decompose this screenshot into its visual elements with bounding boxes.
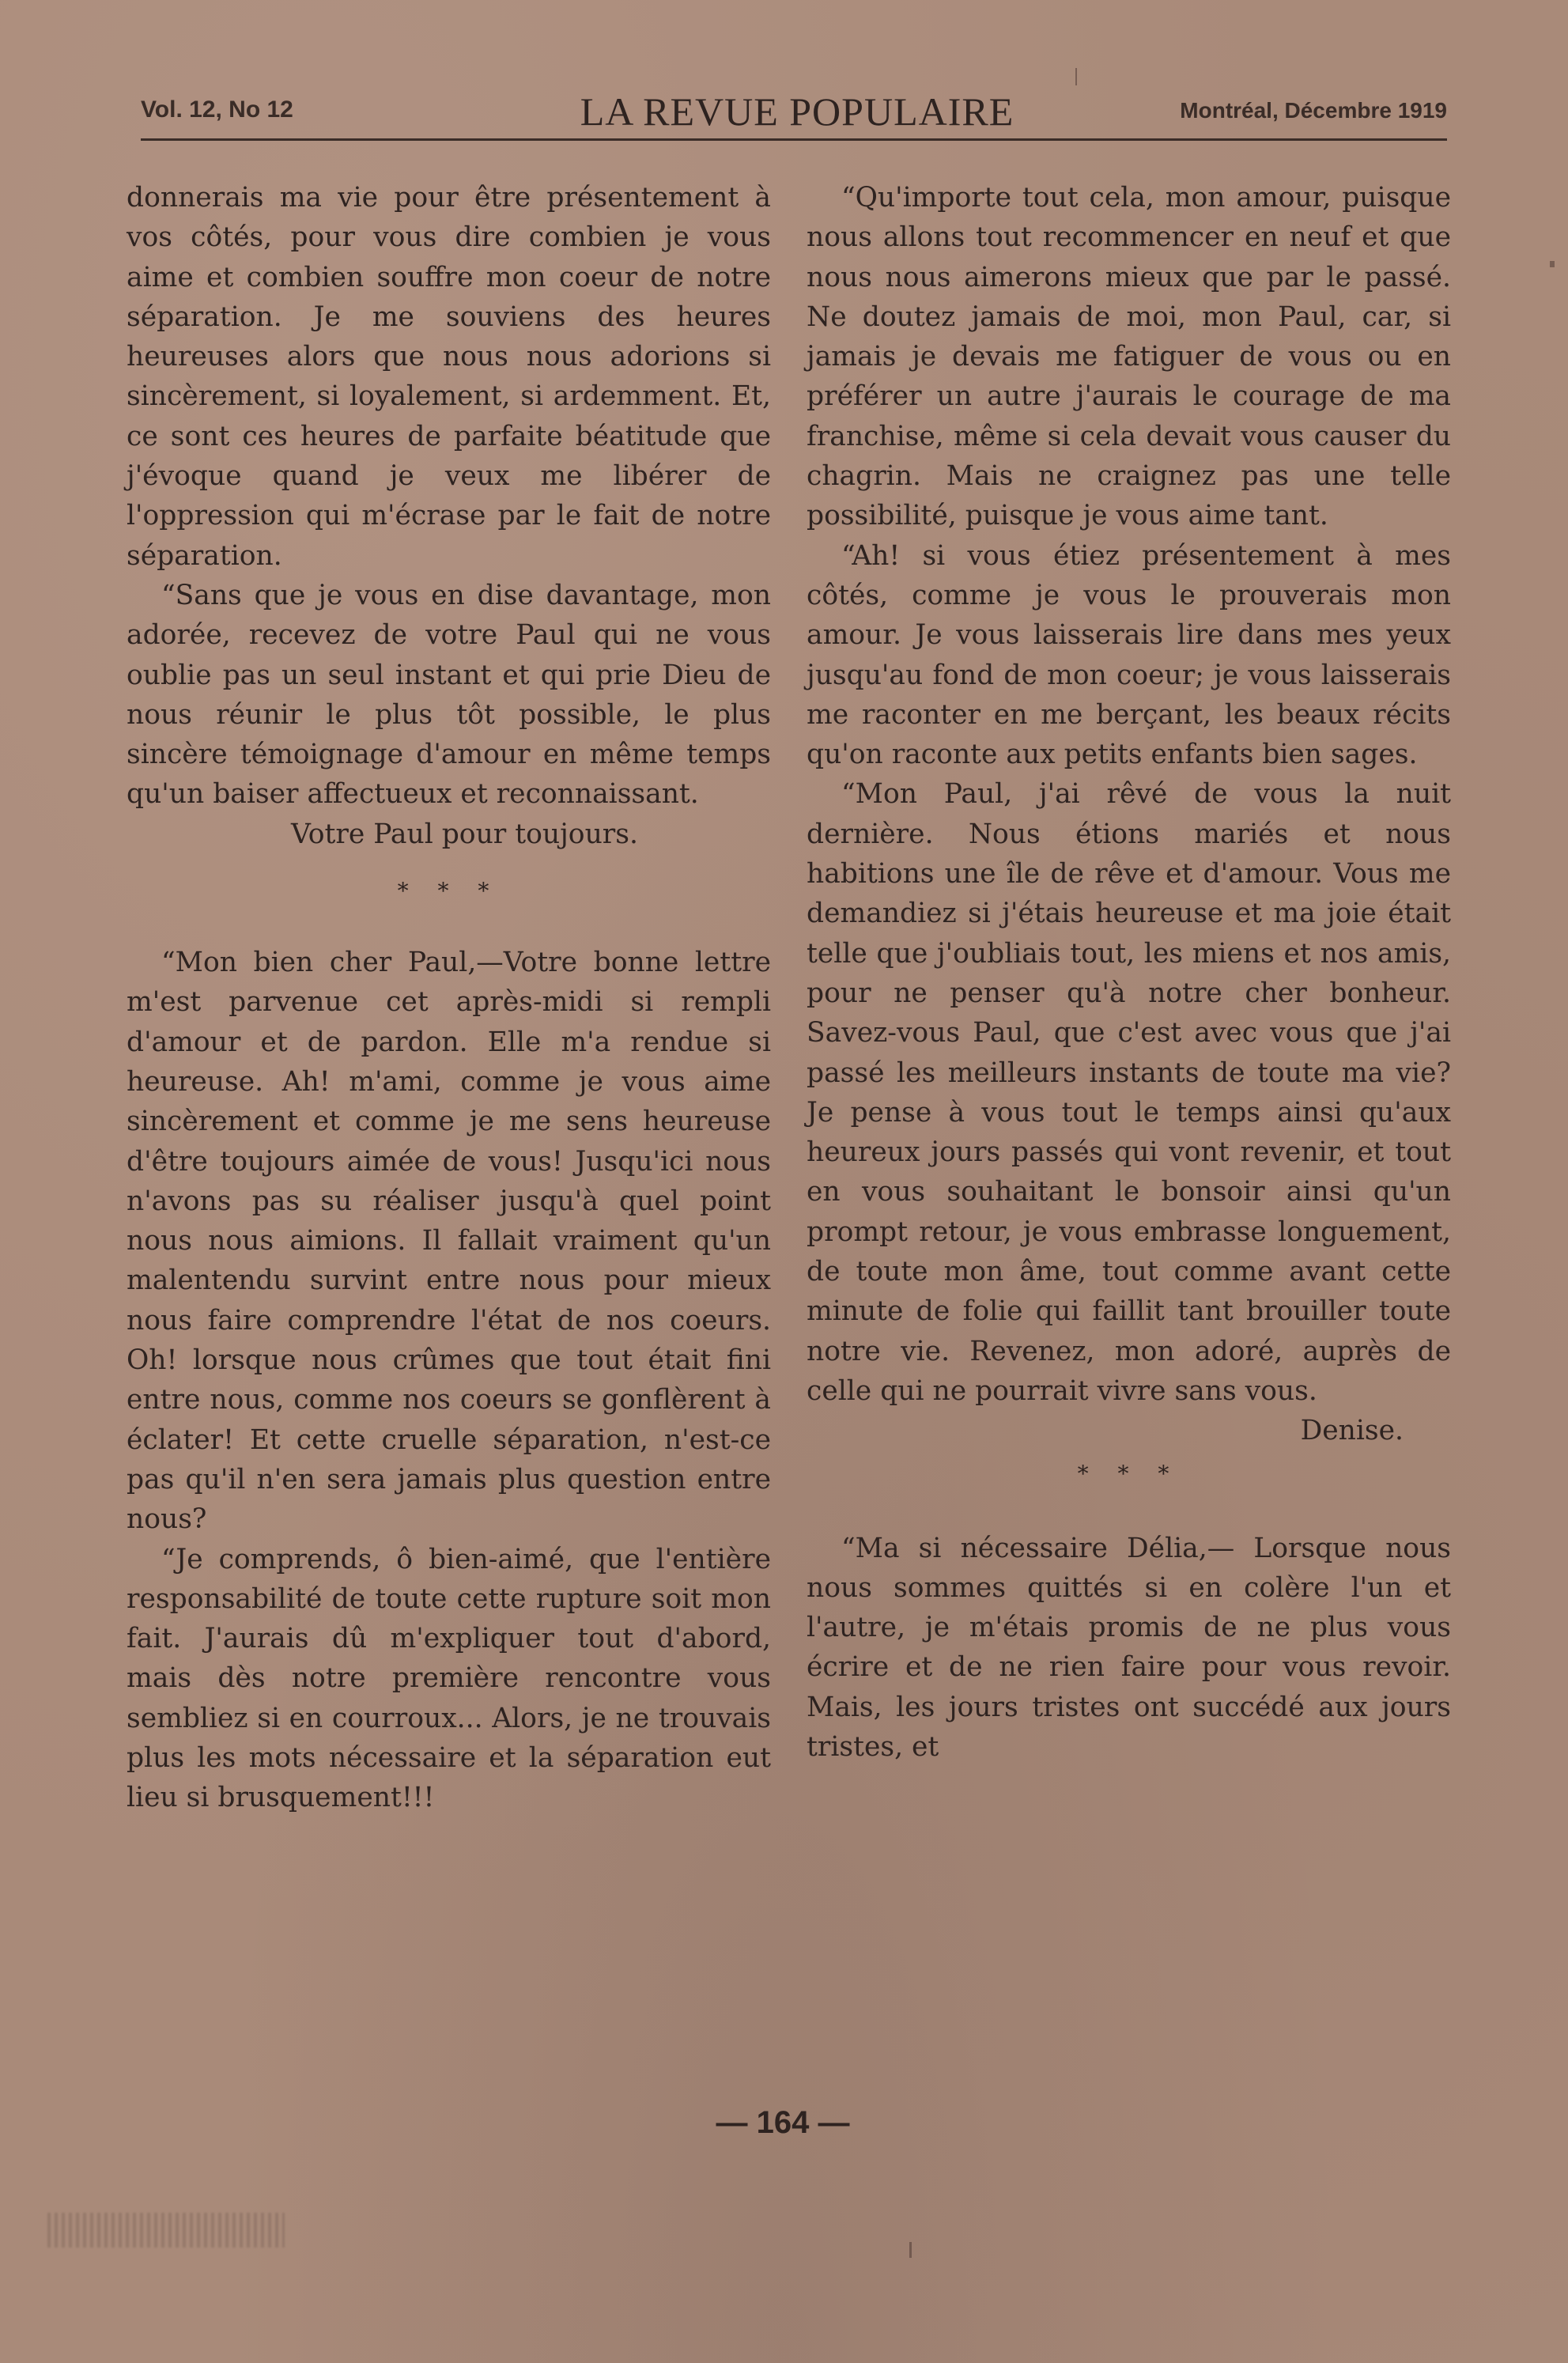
paper-blemish <box>1550 261 1555 267</box>
page-number: — 164 — <box>716 2105 850 2140</box>
magazine-title: LA REVUE POPULAIRE <box>580 89 1014 134</box>
letter-signoff: Votre Paul pour toujours. <box>291 818 638 850</box>
faded-stamp-mark <box>47 2213 285 2248</box>
paper-blemish <box>909 2242 912 2258</box>
volume-number: Vol. 12, No 12 <box>141 96 293 123</box>
issue-dateline: Montréal, Décembre 1919 <box>1180 98 1447 123</box>
paragraph: “Qu'importe tout cela, mon amour, puisque nous allons tout recommencer en neuf et que nous nous aimerons mieux que par le passé. Ne doutez jamais de moi, mon Paul, car, si jamais je devais me fatiguer de vous ou en préférer un autre j'aurais le courage de ma franchise, même si cela devait vous causer du chagrin. Mais ne craignez pas une telle possibilité, puisque je vous aime tant. <box>807 182 1451 532</box>
paragraph: “Mon bien cher Paul,—Votre bonne lettre m'est parvenue cet après-midi si rempli d'amour et de pardon. Elle m'a rendue si heureuse. Ah! m'ami, comme je vous aime sincèrement et comme je me sens heureuse d'être toujours aimée de vous! Jusqu'ici nous n'avons pas su réaliser jusqu'à quel point nous nous aimions. Il fallait vraiment qu'un malentendu survint entre nous pour mieux nous faire comprendre l'état de nos coeurs. Oh! lorsque nous crûmes que tout était fini entre nous, comme nos coeurs se gonflèrent à éclater! Et cette cruelle séparation, n'est-ce pas qu'il n'en sera jamais plus question entre nous? <box>127 947 771 1536</box>
running-header <box>141 89 1447 136</box>
section-separator: * * * <box>1077 1460 1181 1487</box>
right-column <box>807 178 1451 1767</box>
paragraph: “Mon Paul, j'ai rêvé de vous la nuit dernière. Nous étions mariés et nous habitions une île de rêve et d'amour. Vous me demandiez si j'étais heureuse et ma joie était telle que j'oubliais tout, les miens et nos amis, pour ne penser qu'à notre cher bonheur. Savez-vous Paul, que c'est avec vous que j'ai passé les meilleurs instants de toute ma vie? Je pense à vous tout le temps ainsi qu'aux heureux jours passés qui vont revenir, et tout en vous souhaitant le bonsoir ainsi qu'un prompt retour, je vous embrasse longuement, de toute mon âme, tout comme avant cette minute de folie qui faillit tant brouiller toute notre vie. Revenez, mon adoré, auprès de celle qui ne pourrait vivre sans vous. <box>807 778 1451 1407</box>
paragraph: donnerais ma vie pour être présentement à vos côtés, pour vous dire combien je vous aime et combien souffre mon coeur de notre séparation. Je me souviens des heures heureuses alors que nous nous adorions si sincèrement, si loyalement, si ardemment. Et, ce sont ces heures de parfaite béatitude que j'évoque quand je veux me libérer de l'oppression qui m'écrase par le fait de notre séparation. <box>127 182 771 572</box>
header-rule <box>141 138 1447 141</box>
paragraph: “Sans que je vous en dise davantage, mon adorée, recevez de votre Paul qui ne vous oublie pas un seul instant et qui prie Dieu de nous réunir le plus tôt possible, le plus sincère témoignage d'amour en même temps qu'un baiser affectueux et reconnaissant. <box>127 579 771 811</box>
paragraph: “Ah! si vous étiez présentement à mes côtés, comme je vous le prouverais mon amour. Je vous laisserais lire dans mes yeux jusqu'au fond de mon coeur; je vous laisserais me raconter en me berçant, les beaux récits qu'on raconte aux petits enfants bien sages. <box>807 539 1451 771</box>
section-separator: * * * <box>397 878 501 905</box>
paper-blemish <box>1075 68 1077 85</box>
paragraph: “Ma si nécessaire Délia,— Lorsque nous nous sommes quittés si en colère l'un et l'autre, je m'étais promis de ne plus vous écrire et de ne rien faire pour vous revoir. Mais, les jours tristes ont succédé aux jours tristes, et <box>807 1532 1451 1763</box>
letter-signoff: Denise. <box>1300 1415 1404 1447</box>
paragraph: “Je comprends, ô bien-aimé, que l'entière responsabilité de toute cette rupture soit mon fait. J'aurais dû m'expliquer tout d'abord, mais dès notre première rencontre vous sembliez si en courroux... Alors, je ne trouvais plus les mots nécessaire et la séparation eut lieu si brusquement!!! <box>127 1543 771 1814</box>
left-column <box>127 178 771 1818</box>
